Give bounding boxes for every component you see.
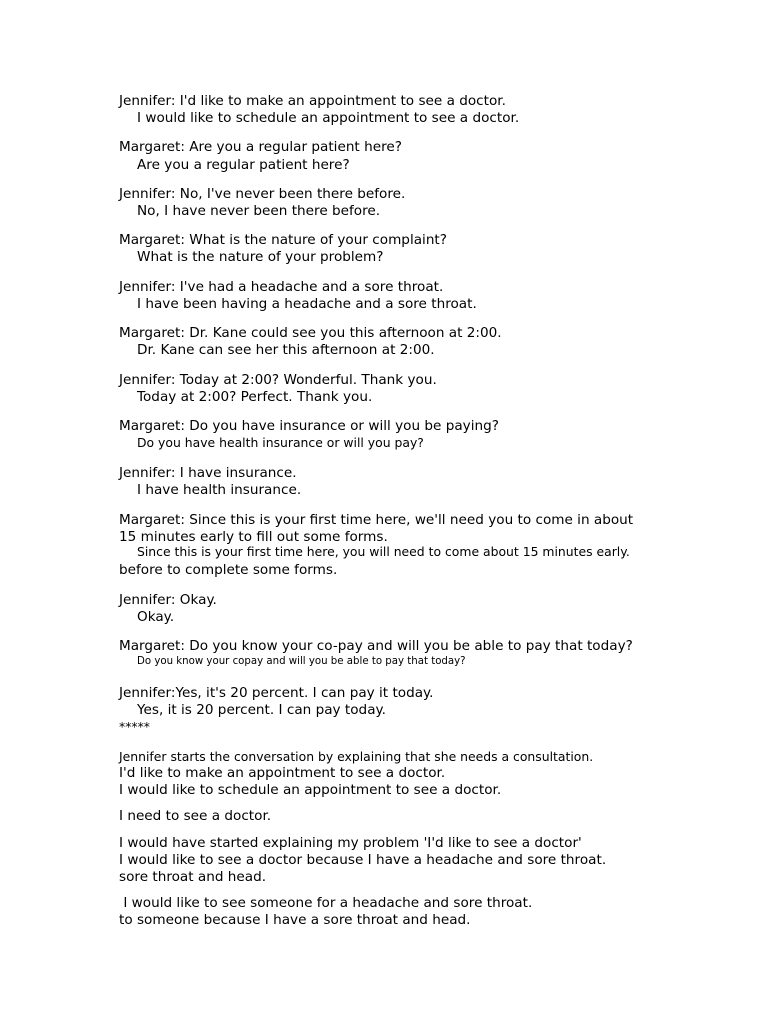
dialogue-line: Jennifer: No, I've never been there before. [119,186,406,202]
dialogue-line: Jennifer: Okay. [119,592,217,608]
dialogue-revision: I have health insurance. [137,482,302,498]
dialogue-line: Jennifer:Yes, it's 20 percent. I can pay it today. [119,685,434,701]
dialogue-revision: Today at 2:00? Perfect. Thank you. [137,389,373,405]
dialogue-revision: Do you know your copay and will you be able to pay that today? [137,656,466,667]
section-separator: ***** [119,719,150,734]
dialogue-revision: Are you a regular patient here? [137,157,350,173]
dialogue-line: Jennifer: I'd like to make an appointment to see a doctor. [119,93,506,109]
notes-intro: Jennifer starts the conversation by explaining that she needs a consultation. [119,749,594,764]
dialogue-line: Margaret: Do you have insurance or will you be paying? [119,418,499,434]
dialogue-revision: Yes, it is 20 percent. I can pay today. [137,702,386,718]
dialogue-revision: Do you have health insurance or will you pay? [137,435,424,450]
notes-short: I need to see a doctor. [119,808,272,824]
dialogue-revision: Dr. Kane can see her this afternoon at 2:00. [137,342,435,358]
dialogue-line: Jennifer: I've had a headache and a sore throat. [119,279,444,295]
dialogue-line: Margaret: Dr. Kane could see you this afternoon at 2:00. [119,325,502,341]
notes-rewrite: I would like to schedule an appointment to see a doctor. [119,782,502,798]
dialogue-revision: I would like to schedule an appointment to see a doctor. [137,110,520,126]
dialogue-revision: No, I have never been there before. [137,203,381,219]
dialogue-revision-continued: before to complete some forms. [119,562,338,578]
dialogue-revision: Since this is your first time here, you will need to come about 15 minutes early. [137,544,630,559]
dialogue-line: Jennifer: I have insurance. [119,465,297,481]
notes-explain: sore throat and head. [119,869,267,885]
dialogue-revision: I have been having a headache and a sore throat. [137,296,477,312]
dialogue-line: Margaret: Do you know your co-pay and will you be able to pay that today? [119,638,633,654]
dialogue-revision: Okay. [137,609,175,625]
notes-final: I would like to see someone for a headache and sore throat. [119,895,533,911]
dialogue-line: Margaret: Since this is your first time here, we'll need you to come in about [119,512,634,528]
notes-explain: I would have started explaining my problem 'I'd like to see a doctor' [119,835,582,851]
notes-final: to someone because I have a sore throat and head. [119,912,471,928]
dialogue-revision: What is the nature of your problem? [137,249,384,265]
notes-original: I'd like to make an appointment to see a doctor. [119,765,446,781]
dialogue-line: Margaret: What is the nature of your complaint? [119,232,447,248]
notes-explain: I would like to see a doctor because I have a headache and sore throat. [119,852,607,868]
dialogue-line: Margaret: Are you a regular patient here? [119,139,402,155]
dialogue-line: Jennifer: Today at 2:00? Wonderful. Thank you. [119,372,437,388]
dialogue-line-continued: 15 minutes early to fill out some forms. [119,529,388,545]
